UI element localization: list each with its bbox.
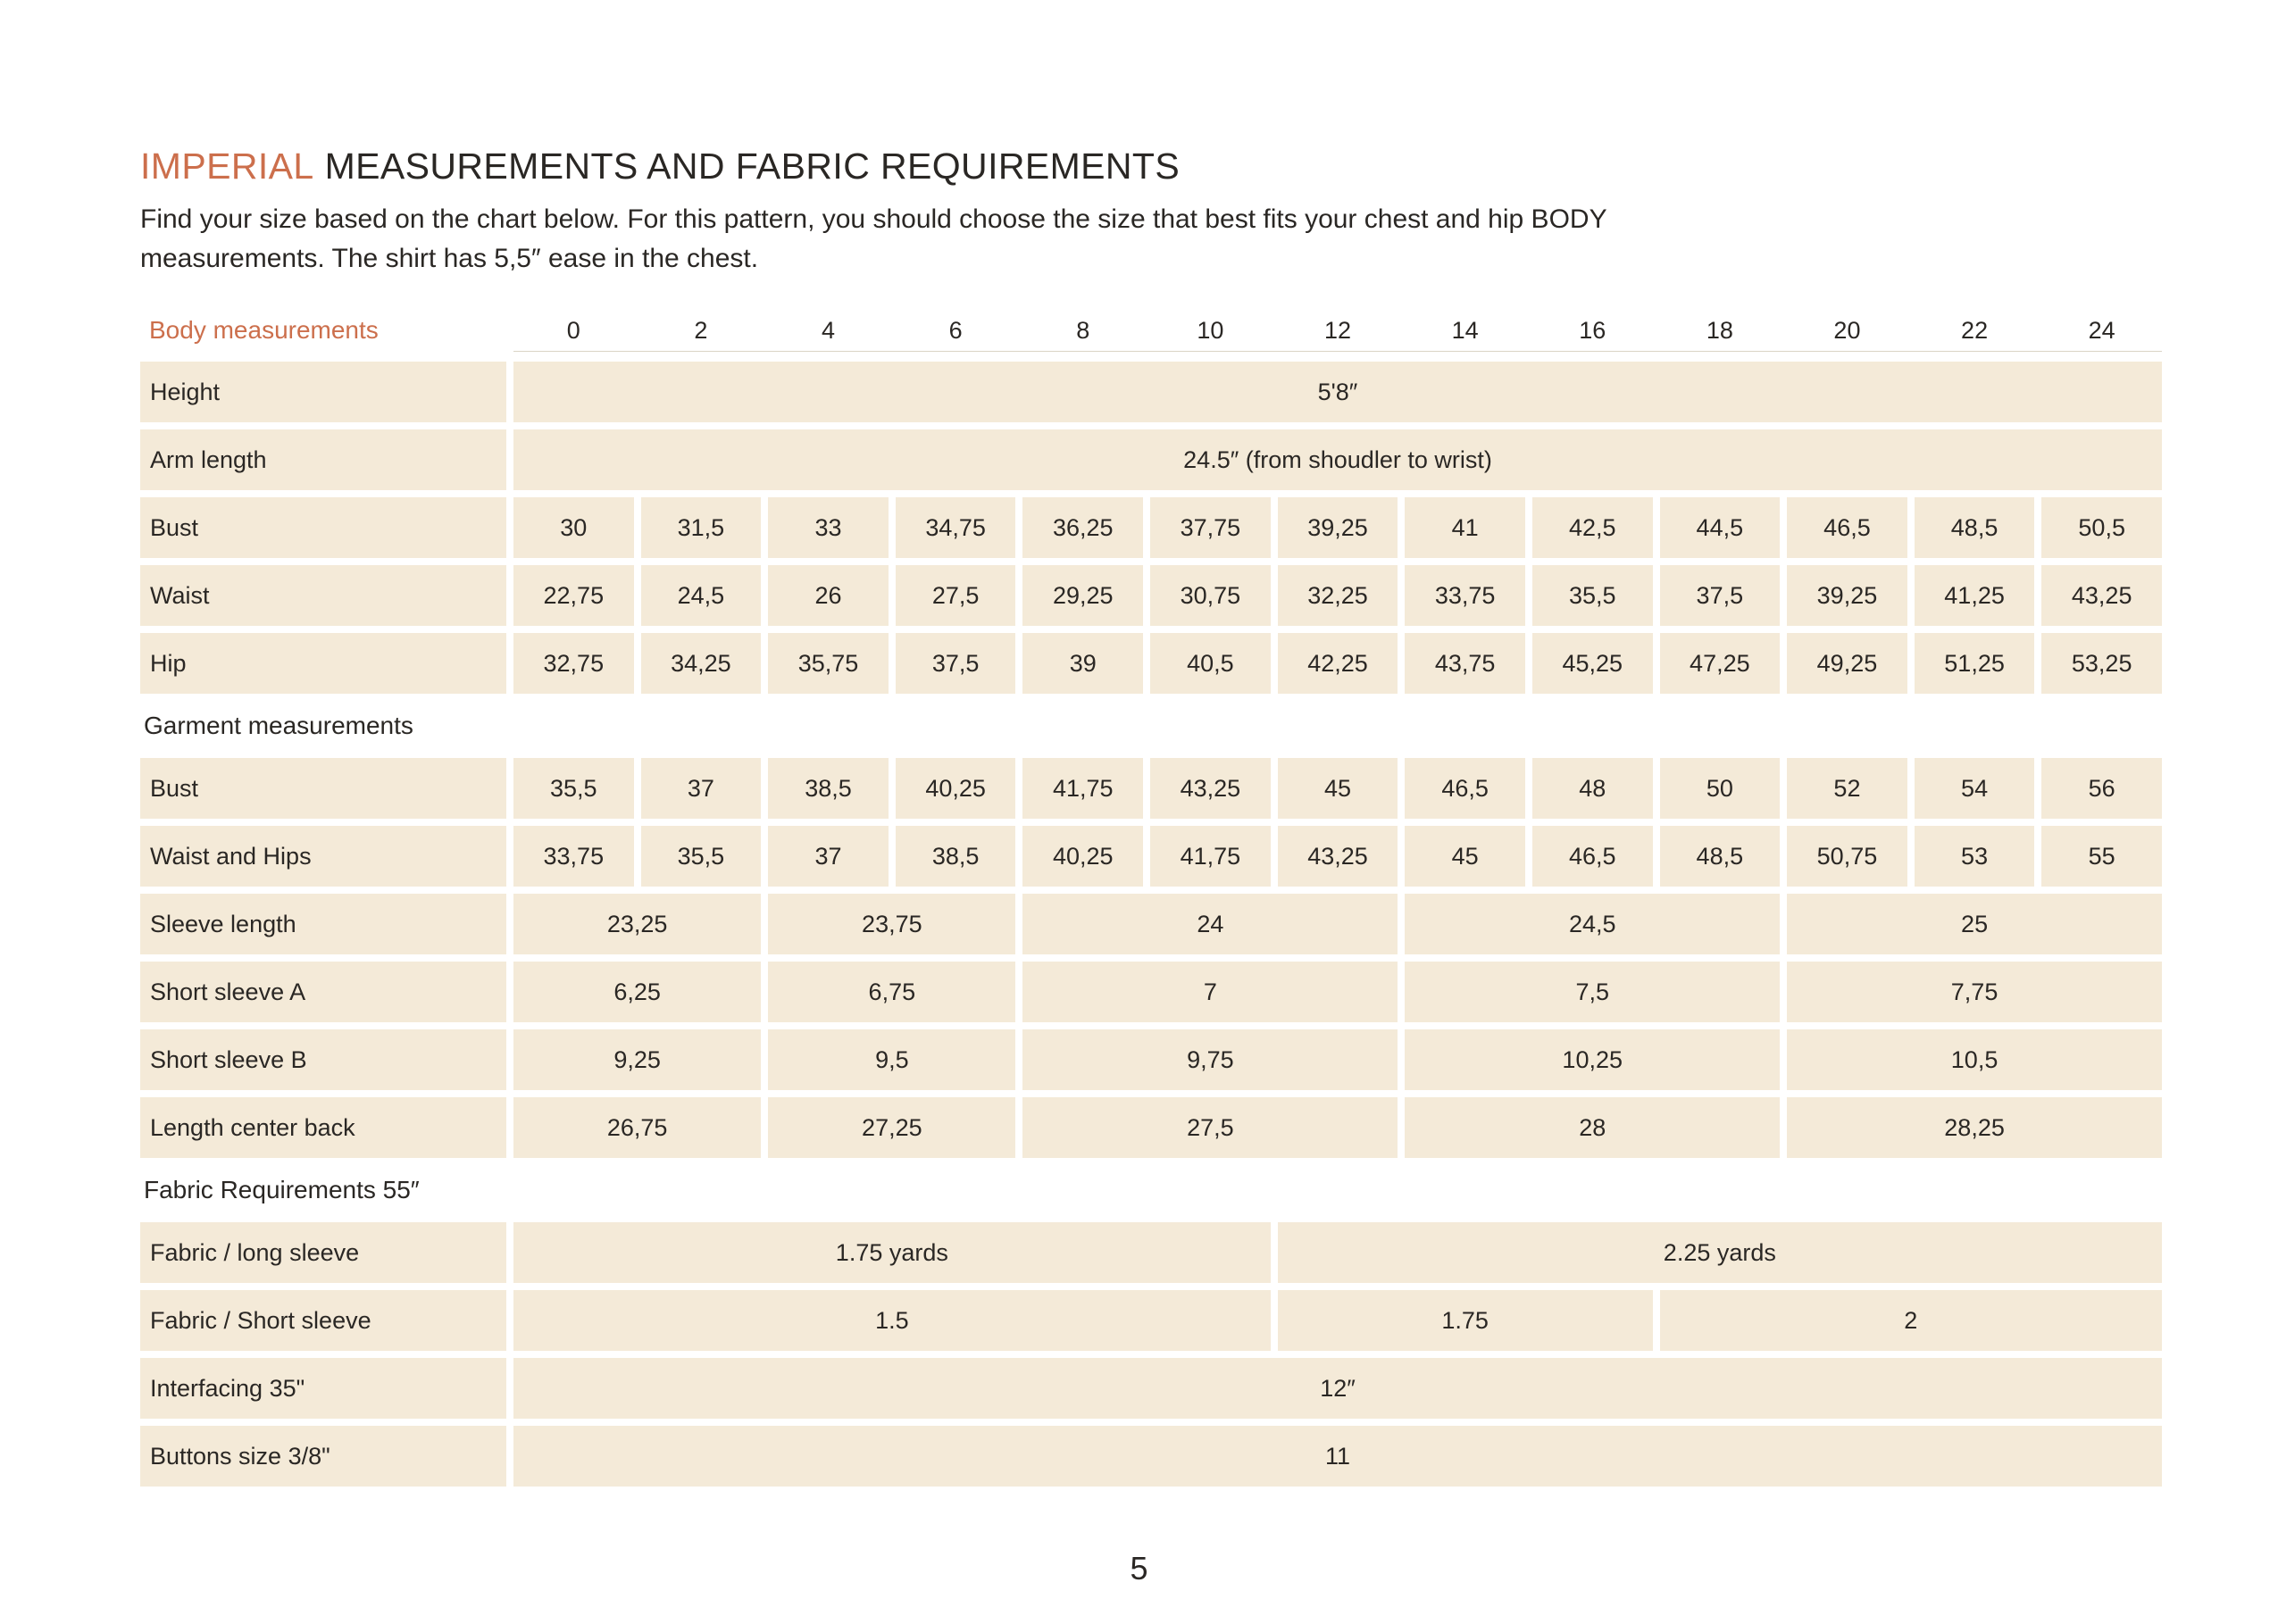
table-cell: 45 — [1405, 826, 1525, 887]
table-cell: 53,25 — [2041, 633, 2162, 694]
table-cell: 41,25 — [1915, 565, 2035, 626]
table-cell: 2.25 yards — [1278, 1222, 2162, 1283]
table-cell: 1.75 — [1278, 1290, 1653, 1351]
table-cell: 24,5 — [1405, 894, 1780, 954]
table-cell: 34,25 — [641, 633, 762, 694]
table-cell: 1.75 yards — [513, 1222, 1271, 1283]
size-column-header: 10 — [1197, 316, 1224, 344]
size-table — [140, 311, 2162, 1487]
table-row — [140, 1222, 2162, 1283]
table-cell: 1.5 — [513, 1290, 1271, 1351]
table-cell: 2 — [1660, 1290, 2162, 1351]
row-label: Waist — [140, 565, 506, 626]
table-cell: 46,5 — [1787, 497, 1907, 558]
table-row — [140, 1290, 2162, 1351]
table-cell: 10,5 — [1787, 1029, 2162, 1090]
table-cell: 24.5″ (from shoudler to wrist) — [513, 429, 2162, 490]
section-label: Fabric Requirements 55″ — [144, 1175, 420, 1203]
intro-line-1: Find your size based on the chart below. For this pattern, you should choose the size that best fits your chest and hip BODY — [140, 204, 1607, 234]
table-cell: 35,5 — [641, 826, 762, 887]
table-cell: 51,25 — [1915, 633, 2035, 694]
table-cell: 39 — [1022, 633, 1143, 694]
table-cell: 30 — [513, 497, 634, 558]
table-cell: 32,25 — [1278, 565, 1398, 626]
table-cell: 48 — [1532, 758, 1653, 819]
table-cell: 29,25 — [1022, 565, 1143, 626]
table-cell: 26 — [768, 565, 889, 626]
table-cell: 42,25 — [1278, 633, 1398, 694]
table-cell: 28 — [1405, 1097, 1780, 1158]
table-cell: 26,75 — [513, 1097, 761, 1158]
row-label: Bust — [140, 758, 506, 819]
table-cell: 5'8″ — [513, 362, 2162, 422]
table-cell: 38,5 — [768, 758, 889, 819]
table-cell: 53 — [1915, 826, 2035, 887]
table-cell: 46,5 — [1405, 758, 1525, 819]
row-label: Height — [140, 362, 506, 422]
table-row — [140, 362, 2162, 422]
table-cell: 33,75 — [513, 826, 634, 887]
table-cell: 41,75 — [1022, 758, 1143, 819]
table-cell: 32,75 — [513, 633, 634, 694]
table-row — [140, 1358, 2162, 1419]
table-cell: 43,25 — [2041, 565, 2162, 626]
table-cell: 30,75 — [1150, 565, 1271, 626]
page-title-main: MEASUREMENTS AND FABRIC REQUIREMENTS — [324, 146, 1181, 187]
section-label: Garment measurements — [144, 711, 413, 739]
table-cell: 37 — [768, 826, 889, 887]
table-cell: 47,25 — [1660, 633, 1781, 694]
table-cell: 9,75 — [1022, 1029, 1398, 1090]
table-cell: 39,25 — [1278, 497, 1398, 558]
table-cell: 12″ — [513, 1358, 2162, 1419]
row-label: Arm length — [140, 429, 506, 490]
page-number: 5 — [1130, 1550, 1148, 1587]
table-cell: 44,5 — [1660, 497, 1781, 558]
row-label: Short sleeve B — [140, 1029, 506, 1090]
table-cell: 40,25 — [1022, 826, 1143, 887]
table-cell: 46,5 — [1532, 826, 1653, 887]
table-row — [140, 565, 2162, 626]
table-row — [140, 894, 2162, 954]
row-label: Length center back — [140, 1097, 506, 1158]
table-cell: 22,75 — [513, 565, 634, 626]
table-cell: 9,25 — [513, 1029, 761, 1090]
table-cell: 28,25 — [1787, 1097, 2162, 1158]
size-column-header: 4 — [822, 316, 836, 344]
size-column-header: 16 — [1579, 316, 1606, 344]
size-column-header: 2 — [694, 316, 708, 344]
table-row — [140, 826, 2162, 887]
row-label: Interfacing 35" — [140, 1358, 506, 1419]
table-cell: 52 — [1787, 758, 1907, 819]
page-title-accent: IMPERIAL — [140, 146, 314, 187]
table-cell: 48,5 — [1660, 826, 1781, 887]
row-label: Fabric / long sleeve — [140, 1222, 506, 1283]
table-cell: 25 — [1787, 894, 2162, 954]
size-column-header: 6 — [948, 316, 963, 344]
table-cell: 9,5 — [768, 1029, 1015, 1090]
table-cell: 43,25 — [1278, 826, 1398, 887]
table-row — [140, 429, 2162, 490]
table-cell: 50 — [1660, 758, 1781, 819]
table-cell: 27,5 — [1022, 1097, 1398, 1158]
table-row — [140, 758, 2162, 819]
size-column-header: 18 — [1706, 316, 1733, 344]
table-cell: 55 — [2041, 826, 2162, 887]
size-column-header: 20 — [1833, 316, 1861, 344]
table-cell: 54 — [1915, 758, 2035, 819]
table-cell: 42,5 — [1532, 497, 1653, 558]
size-column-header: 22 — [1961, 316, 1989, 344]
table-cell: 38,5 — [896, 826, 1016, 887]
table-cell: 50,75 — [1787, 826, 1907, 887]
row-label: Sleeve length — [140, 894, 506, 954]
table-cell: 37,75 — [1150, 497, 1271, 558]
table-cell: 24 — [1022, 894, 1398, 954]
table-cell: 41,75 — [1150, 826, 1271, 887]
table-cell: 33 — [768, 497, 889, 558]
table-cell: 50,5 — [2041, 497, 2162, 558]
table-cell: 37,5 — [1660, 565, 1781, 626]
size-column-header: 24 — [2088, 316, 2115, 344]
table-cell: 37 — [641, 758, 762, 819]
table-cell: 33,75 — [1405, 565, 1525, 626]
table-corner-label: Body measurements — [149, 316, 379, 344]
table-cell: 24,5 — [641, 565, 762, 626]
row-label: Bust — [140, 497, 506, 558]
table-cell: 49,25 — [1787, 633, 1907, 694]
table-row — [140, 1097, 2162, 1158]
size-column-header: 0 — [566, 316, 580, 344]
table-row — [140, 633, 2162, 694]
table-cell: 45 — [1278, 758, 1398, 819]
table-cell: 36,25 — [1022, 497, 1143, 558]
table-cell: 37,5 — [896, 633, 1016, 694]
page-title — [140, 145, 2162, 188]
row-label: Fabric / Short sleeve — [140, 1290, 506, 1351]
table-cell: 27,5 — [896, 565, 1016, 626]
row-label: Short sleeve A — [140, 962, 506, 1022]
table-row — [140, 497, 2162, 558]
table-cell: 35,5 — [1532, 565, 1653, 626]
table-cell: 6,75 — [768, 962, 1015, 1022]
table-header-row — [140, 311, 2162, 350]
table-cell: 35,5 — [513, 758, 634, 819]
table-cell: 40,25 — [896, 758, 1016, 819]
table-cell: 31,5 — [641, 497, 762, 558]
size-column-header: 14 — [1451, 316, 1479, 344]
table-cell: 11 — [513, 1426, 2162, 1487]
table-row — [140, 962, 2162, 1022]
table-cell: 7,75 — [1787, 962, 2162, 1022]
table-cell: 6,25 — [513, 962, 761, 1022]
table-cell: 39,25 — [1787, 565, 1907, 626]
table-row — [140, 1029, 2162, 1090]
table-cell: 23,75 — [768, 894, 1015, 954]
row-label: Hip — [140, 633, 506, 694]
table-cell: 40,5 — [1150, 633, 1271, 694]
table-cell: 23,25 — [513, 894, 761, 954]
table-cell: 43,25 — [1150, 758, 1271, 819]
table-cell: 7 — [1022, 962, 1398, 1022]
intro-line-2: measurements. The shirt has 5,5″ ease in the chest. — [140, 244, 759, 273]
table-cell: 45,25 — [1532, 633, 1653, 694]
row-label: Waist and Hips — [140, 826, 506, 887]
size-column-header: 12 — [1323, 316, 1352, 344]
table-cell: 41 — [1405, 497, 1525, 558]
table-cell: 10,25 — [1405, 1029, 1780, 1090]
row-label: Buttons size 3/8" — [140, 1426, 506, 1487]
size-column-header: 8 — [1076, 316, 1090, 344]
table-cell: 56 — [2041, 758, 2162, 819]
table-cell: 34,75 — [896, 497, 1016, 558]
table-cell: 35,75 — [768, 633, 889, 694]
table-cell: 43,75 — [1405, 633, 1525, 694]
table-cell: 48,5 — [1915, 497, 2035, 558]
table-cell: 27,25 — [768, 1097, 1015, 1158]
table-row — [140, 1426, 2162, 1487]
table-cell: 7,5 — [1405, 962, 1780, 1022]
